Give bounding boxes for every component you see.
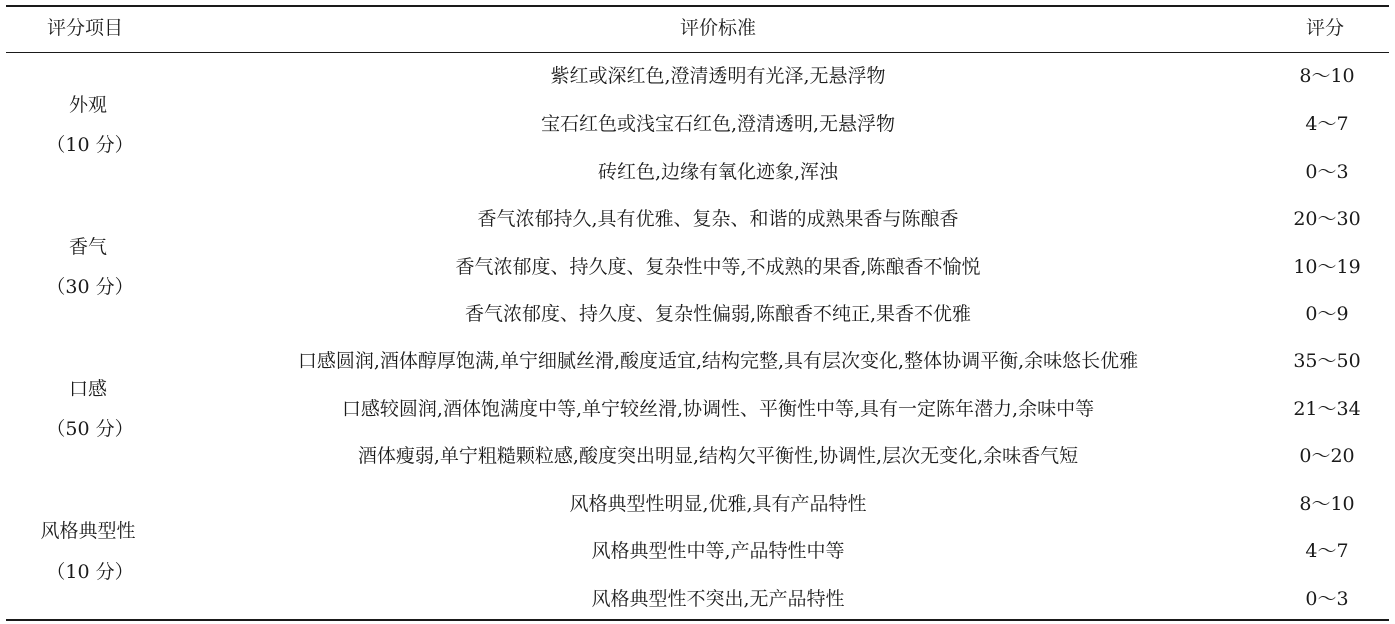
score-cell: 0～20 (1299, 445, 1355, 467)
score-cell: 4～7 (1305, 540, 1349, 562)
group-name: 口感 (68, 378, 108, 400)
criteria-cell: 风格典型性明显,优雅,具有产品特性 (569, 493, 867, 515)
group-points: （10 分） (46, 134, 134, 156)
group-name: 风格典型性 (40, 520, 136, 542)
score-cell: 0～3 (1305, 161, 1349, 183)
criteria-cell: 风格典型性不突出,无产品特性 (591, 588, 845, 610)
score-cell: 10～19 (1293, 256, 1361, 278)
criteria-cell: 香气浓郁持久,具有优雅、复杂、和谐的成熟果香与陈酿香 (477, 208, 959, 230)
criteria-cell: 酒体瘦弱,单宁粗糙颗粒感,酸度突出明显,结构欠平衡性,协调性,层次无变化,余味香气短 (357, 445, 1079, 467)
score-cell: 8～10 (1299, 493, 1355, 515)
table-bottom-rule (6, 619, 1389, 621)
score-cell: 21～34 (1293, 398, 1361, 420)
group-points: （30 分） (46, 276, 134, 298)
criteria-cell: 宝石红色或浅宝石红色,澄清透明,无悬浮物 (540, 113, 896, 135)
criteria-cell: 香气浓郁度、持久度、复杂性偏弱,陈酿香不纯正,果香不优雅 (464, 303, 972, 325)
group-name: 外观 (68, 94, 108, 116)
criteria-cell: 香气浓郁度、持久度、复杂性中等,不成熟的果香,陈酿香不愉悦 (455, 256, 981, 278)
group-name: 香气 (68, 236, 108, 258)
criteria-cell: 口感较圆润,酒体饱满度中等,单宁较丝滑,协调性、平衡性中等,具有一定陈年潜力,余味中等 (341, 398, 1095, 420)
criteria-cell: 砖红色,边缘有氧化迹象,浑浊 (597, 161, 839, 183)
header-rule (6, 52, 1389, 53)
table-top-rule (6, 5, 1389, 7)
header-category: 评分项目 (47, 17, 124, 39)
criteria-cell: 口感圆润,酒体醇厚饱满,单宁细腻丝滑,酸度适宜,结构完整,具有层次变化,整体协调平衡,余味悠长优雅 (297, 350, 1139, 372)
criteria-cell: 紫红或深红色,澄清透明有光泽,无悬浮物 (550, 65, 886, 87)
criteria-cell: 风格典型性中等,产品特性中等 (591, 540, 845, 562)
header-criteria-text: 评价标准 (679, 17, 757, 39)
score-cell: 8～10 (1299, 65, 1355, 87)
score-cell: 4～7 (1305, 113, 1349, 135)
score-cell: 0～3 (1305, 588, 1349, 610)
score-cell: 20～30 (1293, 208, 1361, 230)
group-points: （10 分） (46, 561, 134, 583)
header-score: 评分 (1306, 17, 1345, 39)
score-cell: 35～50 (1293, 350, 1361, 372)
group-points: （50 分） (46, 418, 134, 440)
score-cell: 0～9 (1305, 303, 1349, 325)
